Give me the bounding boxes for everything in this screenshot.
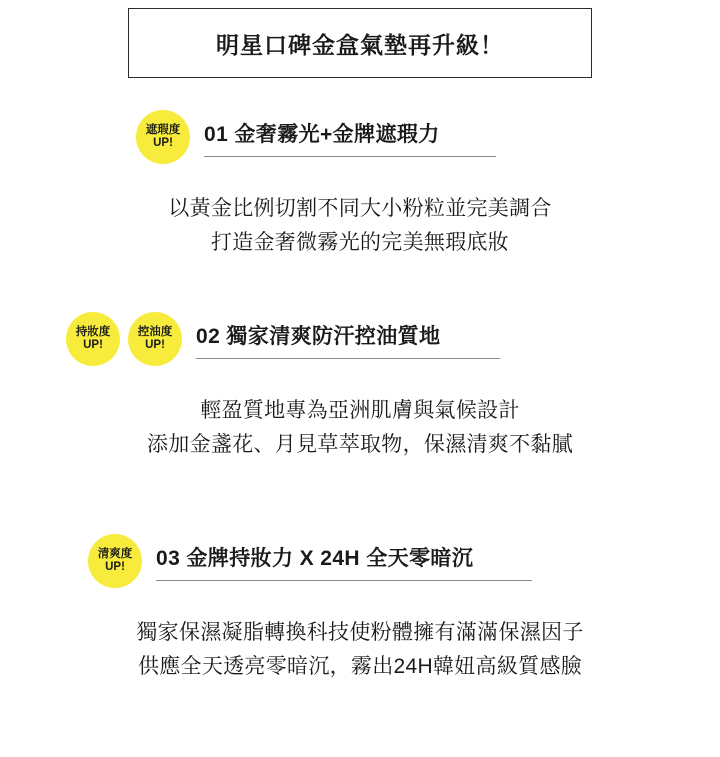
- badge-label-line2: UP!: [145, 339, 165, 351]
- badge-label-line2: UP!: [153, 137, 173, 149]
- badge-group-2: [66, 312, 182, 366]
- body-line: 供應全天透亮零暗沉，霧出24H韓妞高級質感臉: [137, 655, 583, 679]
- body-line: 輕盈質地專為亞洲肌膚與氣候設計: [200, 399, 520, 422]
- badge-label-line2: UP!: [83, 339, 103, 351]
- body-line: 打造金奢微霧光的完美無瑕底妝: [210, 231, 510, 255]
- page-title: 明星口碑金盒氣墊再升級！: [216, 31, 504, 58]
- headline-row-1: [0, 104, 720, 170]
- feature-body-1: [0, 192, 720, 260]
- feature-section-2: [0, 306, 720, 462]
- feature-body-3: [0, 616, 720, 684]
- headline-row-2: [0, 306, 720, 372]
- headline-wrap-3: [156, 542, 532, 581]
- badge-label-line1: 遮瑕度: [145, 124, 181, 137]
- badge-oil-control-up: [128, 312, 182, 366]
- badge-coverage-up: [136, 110, 190, 164]
- badge-label-line2: UP!: [105, 561, 125, 573]
- header-box: [128, 8, 592, 78]
- feature-section-3: [0, 528, 720, 684]
- badge-label-line1: 持妝度: [75, 326, 111, 339]
- feature-headline-3: 03 金牌持妝力 X 24H 全天零暗沉: [156, 546, 474, 570]
- badge-longwear-up: [66, 312, 120, 366]
- divider: [156, 580, 532, 581]
- body-line: 添加金盞花、月見草萃取物，保濕清爽不黏膩: [147, 433, 573, 457]
- headline-row-3: [0, 528, 720, 594]
- feature-headline-1: 01 金奢霧光+金牌遮瑕力: [204, 122, 440, 146]
- body-line: 以黃金比例切割不同大小粉粒並完美調合: [168, 197, 552, 220]
- badge-freshness-up: [88, 534, 142, 588]
- badge-group-3: [88, 534, 142, 588]
- divider: [204, 156, 496, 157]
- badge-label-line1: 清爽度: [97, 548, 133, 561]
- body-line: 獨家保濕凝脂轉換科技使粉體擁有滿滿保濕因子: [136, 621, 584, 644]
- divider: [196, 358, 500, 359]
- feature-headline-2: 02 獨家清爽防汗控油質地: [196, 324, 441, 348]
- headline-wrap-2: [196, 320, 500, 359]
- badge-group-1: [136, 110, 190, 164]
- badge-label-line1: 控油度: [137, 326, 173, 339]
- feature-body-2: [0, 394, 720, 462]
- headline-wrap-1: [204, 118, 496, 157]
- feature-section-1: [0, 104, 720, 260]
